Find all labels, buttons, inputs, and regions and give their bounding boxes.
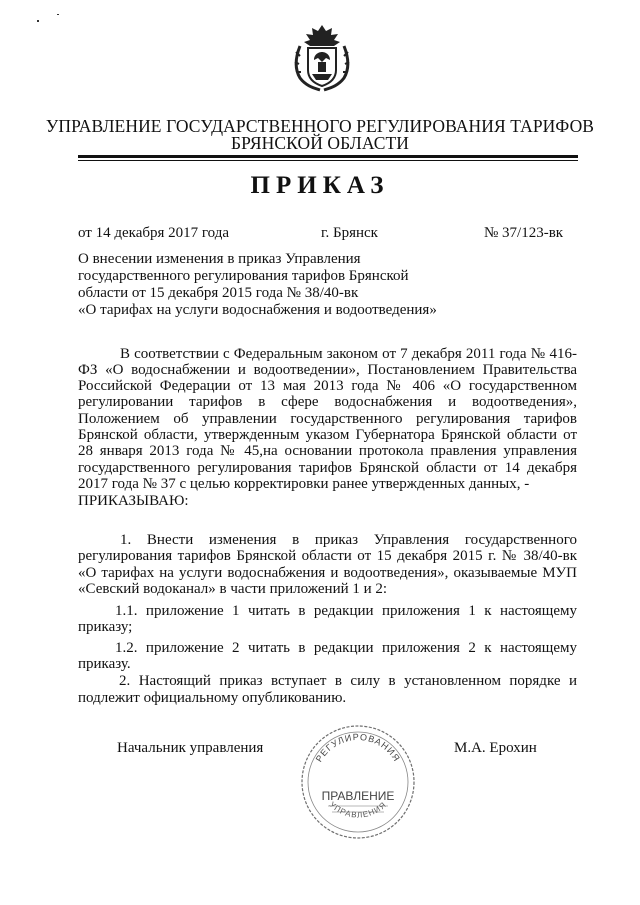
item-1-1-line: 1.1. приложение 1 читать в редакции приложения 1 к настоящему [115,603,577,619]
item-2-line: 2. Настоящий приказ вступает в силу в установленном порядке и [119,673,577,689]
item-1-line: «О тарифах на услуги водоснабжения и водоотведения», оказываемые МУП [78,565,577,581]
subject-line: «О тарифах на услуги водоснабжения и водоотведения» [78,302,437,318]
preamble-line: В соответствии с Федеральным законом от 7 декабря 2011 года № 416- [120,346,577,362]
item-1-1-line: приказу; [78,619,133,635]
stamp-arc-text: РЕГУЛИРОВАНИЯ [313,731,403,764]
signatory-position: Начальник управления [117,740,264,756]
preamble-line: государственного регулирования тарифов Брянской области от 14 декабря [78,460,577,476]
item-1-2-line: приказу. [78,656,131,672]
preamble-line: ФЗ «О водоснабжении и водоотведении», Постановлением Правительства [78,362,577,378]
item-2-line: подлежит официальному опубликованию. [78,690,347,706]
official-stamp [298,720,418,840]
document-title: ПРИКАЗ [250,172,390,199]
stamp-center-text: ПРАВЛЕНИЕ [321,789,395,803]
header-divider-thick [78,155,578,158]
subject-line: О внесении изменения в приказ Управления [78,251,361,267]
preamble-line: Российской Федерации от 13 мая 2013 года № 406 «О государственном [78,378,577,394]
header-divider-thin [78,160,578,161]
preamble-line: регулировании тарифов в сфере водоснабжения и водоотведения», [78,394,577,410]
order-number: № 37/123-вк [484,225,564,241]
order-date: от 14 декабря 2017 года [78,225,230,241]
order-verb: ПРИКАЗЫВАЮ: [78,493,189,509]
organization-region: БРЯНСКОЙ ОБЛАСТИ [230,133,410,153]
preamble-line: Положением об управлении государственного регулирования тарифов [78,411,577,427]
order-city: г. Брянск [321,225,378,241]
signatory-name: М.А. Ерохин [454,740,537,756]
item-1-line: «Севский водоканал» в части приложений 1 и 2: [78,581,388,597]
coat-of-arms-icon [286,22,358,94]
item-1-line: регулирования тарифов Брянской области от 15 декабря 2015 г. № 38/40-вк [78,548,577,564]
item-1-2-line: 1.2. приложение 2 читать в редакции приложения 2 к настоящему [115,640,577,656]
preamble-line: Брянской области, утвержденным указом Губернатора Брянской области от [78,427,577,443]
subject-line: области от 15 декабря 2015 года № 38/40-вк [78,285,359,301]
item-1-line: 1. Внести изменения в приказ Управления государственного [120,532,577,548]
preamble-line: 2017 года № 37 с целью корректировки ранее утвержденных данных, - [78,476,530,492]
preamble-line: 28 января 2013 года № 45,на основании протокола правления управления [78,443,577,459]
scan-speck [57,14,59,15]
svg-text:РЕГУЛИРОВАНИЯ [314,732,402,764]
stamp-bottom-text: УПРАВЛЕНИЯ [327,800,389,820]
scan-speck [37,20,39,22]
organization-name: УПРАВЛЕНИЕ ГОСУДАРСТВЕННОГО РЕГУЛИРОВАНИЯ ТАРИФОВ [45,116,595,136]
subject-line: государственного регулирования тарифов Брянской [78,268,409,284]
